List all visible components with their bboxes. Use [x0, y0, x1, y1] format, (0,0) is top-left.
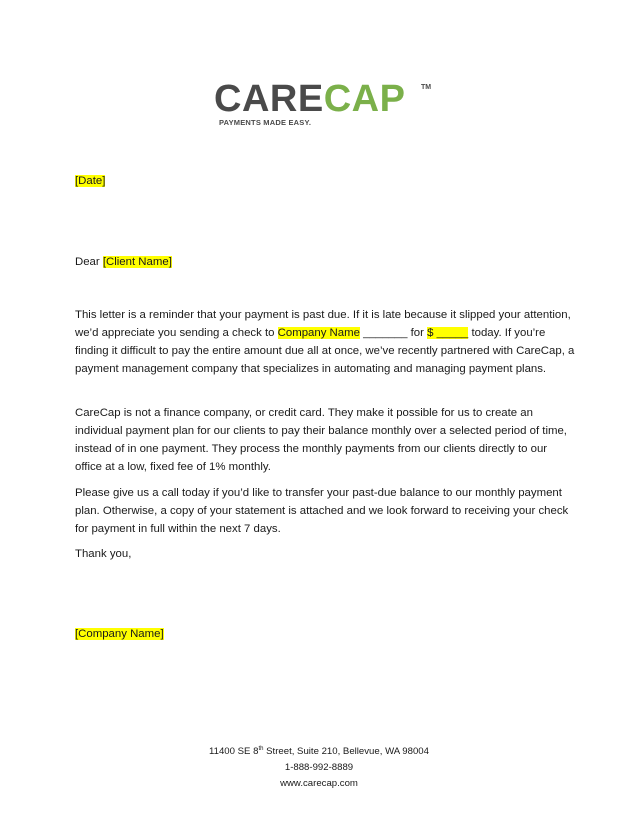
logo-wordmark: [214, 80, 405, 118]
salutation-prefix: Dear: [75, 256, 103, 268]
logo-cap: CAP: [323, 78, 406, 120]
footer-address: [0, 744, 638, 760]
p1-amount-placeholder: $ _____: [427, 327, 469, 339]
closing: Thank you,: [75, 548, 132, 560]
footer-website[interactable]: www.carecap.com: [280, 778, 358, 789]
company-name-placeholder: [Company Name]: [75, 628, 164, 640]
address-rest: Street, Suite 210, Bellevue, WA 98004: [263, 746, 429, 757]
signature-line: [75, 625, 575, 643]
salutation: [75, 253, 575, 271]
p1-text-b: today. If you’re finding it difficult to pay the entire amount due all at once, we’ve recently partnered with CareCap, a payment management company that specializes in automating and managing payment plans.: [75, 327, 575, 375]
date-line: [75, 172, 575, 190]
address-ordinal: th: [258, 745, 264, 752]
paragraph-2: CareCap is not a finance company, or credit card. They make it possible for us to create an individual payment plan for our clients to pay their balance monthly over a selected period of time, instead of in one payment. They process the monthly payments from our clients directly to our office at a low, fixed fee of 1% monthly.: [75, 407, 567, 473]
footer: [0, 744, 638, 792]
client-name-placeholder: [Client Name]: [102, 256, 172, 268]
logo-care: CARE: [214, 78, 324, 120]
p1-for: for: [407, 327, 428, 339]
footer-phone: 1-888-992-8889: [284, 762, 354, 773]
paragraph-3: Please give us a call today if you’d like to transfer your past-due balance to our monthly payment plan. Otherwise, a copy of your statement is attached and we look forward to receiving your check for payment in full within the next 7 days.: [75, 487, 569, 535]
logo-tagline: PAYMENTS MADE EASY.: [219, 118, 312, 127]
p1-text-a: This letter is a reminder that your payment is past due. If it is late because it slipped your attention, we’d appreciate you sending a check to: [75, 309, 571, 339]
p1-company-placeholder: Company Name: [277, 327, 360, 339]
carecap-logo: [214, 80, 434, 132]
p1-blank: _______: [359, 327, 408, 339]
date-placeholder: [Date]: [75, 175, 106, 187]
logo-trademark: TM: [421, 84, 432, 91]
address-street-number: 11400 SE 8: [209, 746, 259, 757]
paragraph-1: [75, 306, 575, 378]
